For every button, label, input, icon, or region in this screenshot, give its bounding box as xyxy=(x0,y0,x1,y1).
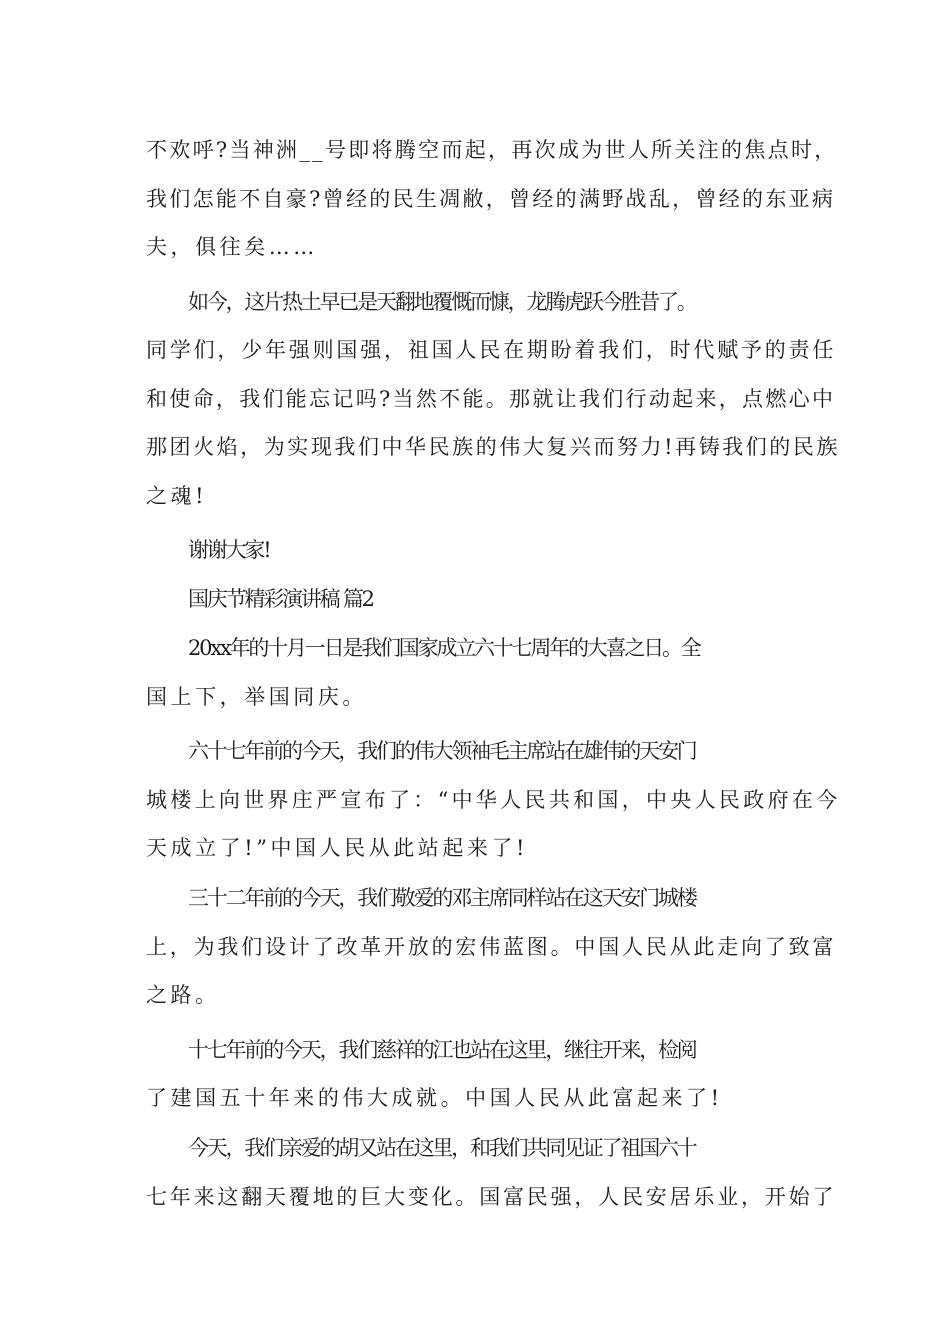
text-line: 上，为我们设计了改革开放的宏伟蓝图。中国人民从此走向了致富 xyxy=(146,935,837,959)
section-heading: 国庆节精彩演讲稿 篇2 xyxy=(188,587,373,611)
text-line: 如今，这片热土早已是天翻地覆慨而慷，龙腾虎跃今胜昔了。 xyxy=(188,290,696,314)
text-line: 谢谢大家! xyxy=(188,538,270,562)
text-line: 天成立了!”中国人民从此站起来了! xyxy=(146,836,528,860)
text-line: 城楼上向世界庄严宣布了：“中华人民共和国，中央人民政府在今 xyxy=(146,788,841,812)
text-line: 我们怎能不自豪?曾经的民生凋敝，曾经的满野战乱，曾经的东亚病 xyxy=(146,187,836,211)
text-line: 六十七年前的今天，我们的伟大领袖毛主席站在雄伟的天安门 xyxy=(188,739,696,763)
text-line: 之魂! xyxy=(146,484,208,508)
text-line: 和使命，我们能忘记吗?当然不能。那就让我们行动起来，点燃心中 xyxy=(146,387,836,411)
text-line: 了建国五十年来的伟大成就。中国人民从此富起来了! xyxy=(146,1086,723,1110)
text-line: 夫，俱往矣…… xyxy=(146,235,318,259)
text-line: 三十二年前的今天，我们敬爱的邓主席同样站在这天安门城楼 xyxy=(188,886,696,910)
text-line: 七年来这翻天覆地的巨大变化。国富民强，人民安居乐业，开始了 xyxy=(146,1185,837,1209)
text-line: 国上下，举国同庆。 xyxy=(146,685,367,709)
text-line: 之路。 xyxy=(146,983,220,1007)
text-line: 同学们，少年强则国强，祖国人民在期盼着我们，时代赋予的责任 xyxy=(146,338,837,362)
text-line: 今天，我们亲爱的胡又站在这里，和我们共同见证了祖国六十 xyxy=(188,1136,696,1160)
text-line: 不欢呼?当神洲__号即将腾空而起，再次成为世人所关注的焦点时， xyxy=(146,138,838,162)
text-line: 20xx年的十月一日是我们国家成立六十七周年的大喜之日。全 xyxy=(188,636,700,660)
text-line: 那团火焰，为实现我们中华民族的伟大复兴而努力!再铸我们的民族 xyxy=(146,435,840,459)
text-line: 十七年前的今天，我们慈祥的江也站在这里，继往开来，检阅 xyxy=(188,1038,696,1062)
